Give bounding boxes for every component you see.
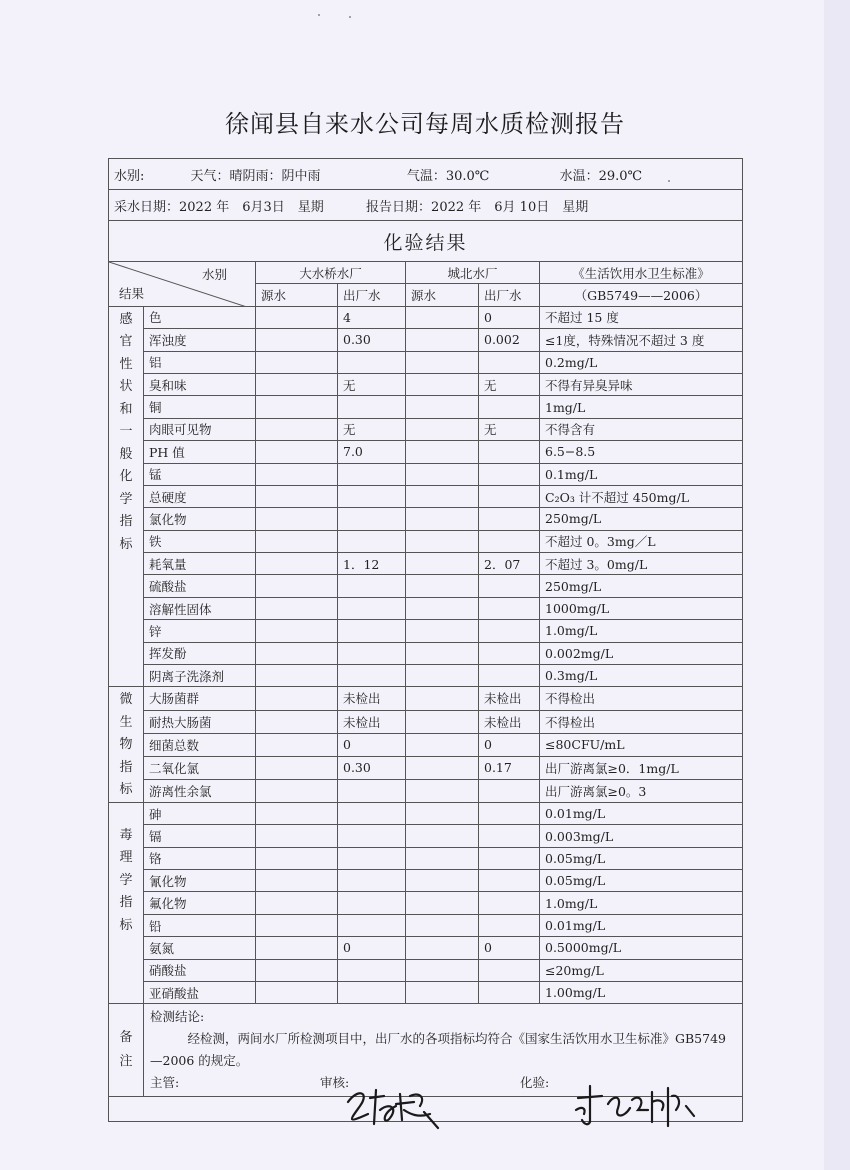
plant2-outlet-value <box>479 779 540 802</box>
table-row <box>109 982 743 1004</box>
plant1-source-value <box>256 756 338 779</box>
plant1-outlet-value <box>338 982 406 1004</box>
item-name: 锰 <box>144 463 256 485</box>
category-char: 标 <box>119 917 133 933</box>
diagonal-header-cell <box>109 262 256 307</box>
plant2-outlet-value <box>479 642 540 664</box>
plant2-outlet-value <box>479 597 540 619</box>
standard-header-2: （GB5749——2006） <box>540 284 743 306</box>
plant1-source-value <box>256 825 338 847</box>
category-char: 指 <box>119 895 133 911</box>
plant2-source-value <box>406 396 479 418</box>
category-char: 标 <box>119 782 133 798</box>
standard-value: 0.01mg/L <box>540 914 743 936</box>
plant1-outlet-value: 未检出 <box>338 687 406 710</box>
plant2-header: 城北水厂 <box>406 262 540 284</box>
plant1-source-value <box>256 306 338 328</box>
plant2-source-value <box>406 597 479 619</box>
item-name: 氨氮 <box>144 937 256 959</box>
plant1-outlet-value <box>338 779 406 802</box>
category-char: 一 <box>119 424 133 440</box>
section-title-row <box>109 221 743 262</box>
category-char: 标 <box>119 536 133 552</box>
plant2-outlet-value <box>479 870 540 892</box>
standard-value: 0.01mg/L <box>540 802 743 824</box>
plant2-outlet-value: 无 <box>479 418 540 440</box>
plant1-source-value <box>256 620 338 642</box>
plant1-outlet-value <box>338 914 406 936</box>
plant1-outlet-value <box>338 892 406 914</box>
plant2-source-header: 源水 <box>406 284 479 306</box>
plant2-outlet-value: 无 <box>479 373 540 395</box>
plant1-outlet-value <box>338 870 406 892</box>
item-name: 阴离子洗涤剂 <box>144 665 256 687</box>
diag-result-label: 结果 <box>119 285 145 301</box>
plant1-outlet-value <box>338 351 406 373</box>
item-name: 二氧化氯 <box>144 756 256 779</box>
plant2-outlet-value <box>479 959 540 981</box>
standard-value: 0.05mg/L <box>540 847 743 869</box>
plant1-source-value <box>256 508 338 530</box>
sample-date-field: 采水日期：2022 年 6月3日 星期 <box>114 199 324 215</box>
plant1-outlet-value: 0.30 <box>338 756 406 779</box>
plant1-outlet-value <box>338 959 406 981</box>
signature-line <box>150 1072 736 1094</box>
plant1-source-value <box>256 802 338 824</box>
standard-value: 250mg/L <box>540 508 743 530</box>
plant1-source-value <box>256 597 338 619</box>
conclusion-cell <box>144 1004 743 1097</box>
item-name: 硝酸盐 <box>144 959 256 981</box>
notes-label <box>109 1004 144 1097</box>
plant2-source-value <box>406 779 479 802</box>
plant2-source-value <box>406 463 479 485</box>
diag-water-label: 水别 <box>201 267 227 282</box>
table-row <box>109 756 743 779</box>
table-row <box>109 642 743 664</box>
standard-value: C₂O₃ 计不超过 450mg/L <box>540 485 743 507</box>
speck <box>318 14 320 16</box>
plant1-source-value <box>256 914 338 936</box>
standard-value: 0.1mg/L <box>540 463 743 485</box>
item-name: 镉 <box>144 825 256 847</box>
plant2-source-value <box>406 847 479 869</box>
category-char: 毒 <box>119 827 133 843</box>
tester-label: 化验: <box>520 1075 550 1091</box>
notes-char: 备 <box>119 1030 133 1046</box>
section-title: 化验结果 <box>109 221 743 262</box>
category-char: 理 <box>119 850 133 866</box>
category-char: 指 <box>119 759 133 775</box>
standard-value: 0.2mg/L <box>540 351 743 373</box>
plant1-source-value <box>256 733 338 756</box>
plant1-source-value <box>256 847 338 869</box>
plant2-outlet-value: 未检出 <box>479 710 540 733</box>
plant1-source-value <box>256 373 338 395</box>
plant2-source-value <box>406 351 479 373</box>
standard-value: 不得含有 <box>540 418 743 440</box>
plant2-source-value <box>406 530 479 552</box>
table-row <box>109 802 743 824</box>
plant1-outlet-value <box>338 530 406 552</box>
standard-value: 1.0mg/L <box>540 620 743 642</box>
table-row <box>109 373 743 395</box>
plant1-outlet-value <box>338 642 406 664</box>
standard-value: 出厂游离氯≥0。3 <box>540 779 743 802</box>
plant2-outlet-value: 0 <box>479 306 540 328</box>
plant1-source-value <box>256 959 338 981</box>
plant1-source-value <box>256 779 338 802</box>
plant2-source-value <box>406 665 479 687</box>
blank-footer-row <box>109 1097 743 1122</box>
item-name: 铜 <box>144 396 256 418</box>
plant2-source-value <box>406 687 479 710</box>
plant2-source-value <box>406 620 479 642</box>
plant2-source-value <box>406 441 479 463</box>
item-name: 游离性余氯 <box>144 779 256 802</box>
item-name: 耗氧量 <box>144 553 256 575</box>
plant2-source-value <box>406 959 479 981</box>
plant2-outlet-value <box>479 575 540 597</box>
standard-value: 0.3mg/L <box>540 665 743 687</box>
category-char: 指 <box>119 514 133 530</box>
table-row <box>109 665 743 687</box>
table-row <box>109 847 743 869</box>
plant1-source-value <box>256 710 338 733</box>
header-row-1 <box>109 262 743 284</box>
category-char: 生 <box>119 714 133 730</box>
standard-value: 0.05mg/L <box>540 870 743 892</box>
standard-value: 0.5000mg/L <box>540 937 743 959</box>
plant1-source-value <box>256 396 338 418</box>
table-row <box>109 306 743 328</box>
item-name: 细菌总数 <box>144 733 256 756</box>
plant2-source-value <box>406 825 479 847</box>
plant2-outlet-value <box>479 802 540 824</box>
plant2-source-value <box>406 329 479 351</box>
plant1-source-value <box>256 575 338 597</box>
category-char: 般 <box>119 446 133 462</box>
plant1-outlet-value: 0 <box>338 733 406 756</box>
plant1-source-value <box>256 418 338 440</box>
standard-value: ≤80CFU/mL <box>540 733 743 756</box>
table-row <box>109 396 743 418</box>
plant1-outlet-value <box>338 575 406 597</box>
table-row <box>109 959 743 981</box>
plant1-outlet-value <box>338 463 406 485</box>
standard-value: 6.5−8.5 <box>540 441 743 463</box>
report-date-field: 报告日期：2022 年 6月 10日 星期 <box>366 199 589 215</box>
plant1-source-value <box>256 463 338 485</box>
plant1-source-value <box>256 441 338 463</box>
table-row <box>109 687 743 710</box>
table-row <box>109 418 743 440</box>
plant1-outlet-value <box>338 597 406 619</box>
plant2-source-value <box>406 373 479 395</box>
standard-value: 1000mg/L <box>540 597 743 619</box>
plant2-outlet-value <box>479 892 540 914</box>
category-label <box>109 306 144 687</box>
page-edge <box>824 0 850 1170</box>
plant1-header: 大水桥水厂 <box>256 262 406 284</box>
plant2-source-value <box>406 870 479 892</box>
table-row <box>109 710 743 733</box>
category-char: 官 <box>119 334 133 350</box>
category-char: 感 <box>119 311 133 327</box>
plant2-outlet-value <box>479 530 540 552</box>
plant2-outlet-value: 0.002 <box>479 329 540 351</box>
item-name: 铬 <box>144 847 256 869</box>
table-row <box>109 937 743 959</box>
standard-value: 0.002mg/L <box>540 642 743 664</box>
plant2-source-value <box>406 756 479 779</box>
notes-row <box>109 1004 743 1097</box>
plant1-source-header: 源水 <box>256 284 338 306</box>
item-name: 锌 <box>144 620 256 642</box>
category-char: 状 <box>119 379 133 395</box>
plant1-outlet-value: 1．12 <box>338 553 406 575</box>
table-row <box>109 351 743 373</box>
supervisor-label: 主管: <box>150 1075 180 1091</box>
table-row <box>109 441 743 463</box>
plant2-outlet-value: 0.17 <box>479 756 540 779</box>
plant1-outlet-value: 未检出 <box>338 710 406 733</box>
item-name: 亚硝酸盐 <box>144 982 256 1004</box>
plant1-source-value <box>256 553 338 575</box>
item-name: 铝 <box>144 351 256 373</box>
plant1-outlet-value: 0 <box>338 937 406 959</box>
standard-value: 不得检出 <box>540 710 743 733</box>
item-name: 铁 <box>144 530 256 552</box>
plant2-source-value <box>406 914 479 936</box>
plant2-source-value <box>406 937 479 959</box>
standard-value: 0.003mg/L <box>540 825 743 847</box>
item-name: 总硬度 <box>144 485 256 507</box>
plant2-source-value <box>406 418 479 440</box>
item-name: PH 值 <box>144 441 256 463</box>
plant1-outlet-value <box>338 485 406 507</box>
table-row <box>109 329 743 351</box>
table-row <box>109 530 743 552</box>
plant2-source-value <box>406 575 479 597</box>
standard-value: 1mg/L <box>540 396 743 418</box>
table-row <box>109 553 743 575</box>
plant2-source-value <box>406 982 479 1004</box>
plant2-source-value <box>406 306 479 328</box>
item-name: 耐热大肠菌 <box>144 710 256 733</box>
plant2-outlet-value <box>479 508 540 530</box>
plant1-outlet-value <box>338 396 406 418</box>
plant2-outlet-value <box>479 463 540 485</box>
speck <box>349 16 351 18</box>
item-name: 铅 <box>144 914 256 936</box>
air-temp-field: 气温：30.0℃ <box>406 168 490 184</box>
plant2-outlet-value: 未检出 <box>479 687 540 710</box>
standard-value: 不得检出 <box>540 687 743 710</box>
item-name: 肉眼可见物 <box>144 418 256 440</box>
plant1-source-value <box>256 687 338 710</box>
plant1-outlet-value: 无 <box>338 418 406 440</box>
weather-field: 天气：晴阴雨：阴中雨 <box>190 168 321 184</box>
info-row-weather <box>109 159 743 190</box>
item-name: 大肠菌群 <box>144 687 256 710</box>
category-char: 学 <box>119 872 133 888</box>
standard-value: 不超过 3。0mg/L <box>540 553 743 575</box>
plant1-outlet-value <box>338 508 406 530</box>
standard-value: 1.0mg/L <box>540 892 743 914</box>
table-row <box>109 575 743 597</box>
plant1-outlet-header: 出厂水 <box>338 284 406 306</box>
item-name: 挥发酚 <box>144 642 256 664</box>
reviewer-label: 审核: <box>320 1075 350 1091</box>
plant1-outlet-value <box>338 620 406 642</box>
category-label <box>109 687 144 803</box>
conclusion-label: 检测结论: <box>150 1009 205 1025</box>
standard-value: ≤20mg/L <box>540 959 743 981</box>
conclusion-text: 经检测，两间水厂所检测项目中，出厂水的各项指标均符合《国家生活饮用水卫生标准》GB5749—2006 的规定。 <box>150 1031 726 1069</box>
plant1-outlet-value: 4 <box>338 306 406 328</box>
plant1-source-value <box>256 892 338 914</box>
standard-header-1: 《生活饮用水卫生标准》 <box>540 262 743 284</box>
plant2-outlet-value <box>479 982 540 1004</box>
plant2-source-value <box>406 508 479 530</box>
table-row <box>109 463 743 485</box>
item-name: 氟化物 <box>144 892 256 914</box>
plant2-source-value <box>406 485 479 507</box>
item-name: 溶解性固体 <box>144 597 256 619</box>
plant2-outlet-value <box>479 396 540 418</box>
item-name: 砷 <box>144 802 256 824</box>
table-row <box>109 485 743 507</box>
plant2-outlet-value <box>479 847 540 869</box>
table-row <box>109 870 743 892</box>
standard-value: 250mg/L <box>540 575 743 597</box>
plant1-source-value <box>256 530 338 552</box>
plant2-source-value <box>406 642 479 664</box>
item-name: 氰化物 <box>144 870 256 892</box>
plant1-outlet-value <box>338 665 406 687</box>
category-char: 学 <box>119 491 133 507</box>
table-row <box>109 620 743 642</box>
plant2-outlet-value: 0 <box>479 733 540 756</box>
plant2-outlet-value: 2．07 <box>479 553 540 575</box>
water-type-label: 水别: <box>114 168 145 184</box>
plant2-outlet-value <box>479 351 540 373</box>
category-label <box>109 802 144 1004</box>
plant2-source-value <box>406 802 479 824</box>
plant1-source-value <box>256 665 338 687</box>
item-name: 色 <box>144 306 256 328</box>
notes-char: 注 <box>119 1054 133 1070</box>
plant2-outlet-value <box>479 914 540 936</box>
water-temp-field: 水温：29.0℃ <box>559 168 643 184</box>
info-row-dates <box>109 190 743 221</box>
plant2-source-value <box>406 553 479 575</box>
standard-value: 出厂游离氯≥0．1mg/L <box>540 756 743 779</box>
table-row <box>109 914 743 936</box>
plant2-outlet-value <box>479 441 540 463</box>
plant1-source-value <box>256 485 338 507</box>
report-title: 徐闻县自来水公司每周水质检测报告 <box>225 110 625 138</box>
standard-value: 不得有异臭异味 <box>540 373 743 395</box>
table-row <box>109 508 743 530</box>
standard-value: 1.00mg/L <box>540 982 743 1004</box>
table-row <box>109 779 743 802</box>
standard-value: 不超过 0。3mg／L <box>540 530 743 552</box>
plant2-source-value <box>406 733 479 756</box>
table-row <box>109 733 743 756</box>
plant1-outlet-value <box>338 802 406 824</box>
category-char: 和 <box>119 401 133 417</box>
plant1-outlet-value: 无 <box>338 373 406 395</box>
plant2-source-value <box>406 892 479 914</box>
plant1-outlet-value <box>338 847 406 869</box>
plant2-outlet-value: 0 <box>479 937 540 959</box>
standard-value: 不超过 15 度 <box>540 306 743 328</box>
item-name: 臭和味 <box>144 373 256 395</box>
plant2-outlet-header: 出厂水 <box>479 284 540 306</box>
plant1-outlet-value: 7.0 <box>338 441 406 463</box>
item-name: 氯化物 <box>144 508 256 530</box>
table-row <box>109 597 743 619</box>
plant1-source-value <box>256 351 338 373</box>
plant1-source-value <box>256 642 338 664</box>
table-row <box>109 825 743 847</box>
item-name: 硫酸盐 <box>144 575 256 597</box>
table-row <box>109 892 743 914</box>
plant2-source-value <box>406 710 479 733</box>
category-char: 微 <box>119 692 133 708</box>
plant1-source-value <box>256 937 338 959</box>
category-char: 性 <box>119 356 133 372</box>
plant2-outlet-value <box>479 665 540 687</box>
report-table <box>108 158 743 1122</box>
plant1-source-value <box>256 982 338 1004</box>
plant1-source-value <box>256 870 338 892</box>
plant1-outlet-value <box>338 825 406 847</box>
plant1-outlet-value: 0.30 <box>338 329 406 351</box>
category-char: 化 <box>119 469 133 485</box>
category-char: 物 <box>119 737 133 753</box>
plant2-outlet-value <box>479 485 540 507</box>
plant2-outlet-value <box>479 825 540 847</box>
blank-cell <box>109 1097 743 1122</box>
item-name: 浑浊度 <box>144 329 256 351</box>
plant2-outlet-value <box>479 620 540 642</box>
plant1-source-value <box>256 329 338 351</box>
standard-value: ≤1度，特殊情况不超过 3 度 <box>540 329 743 351</box>
